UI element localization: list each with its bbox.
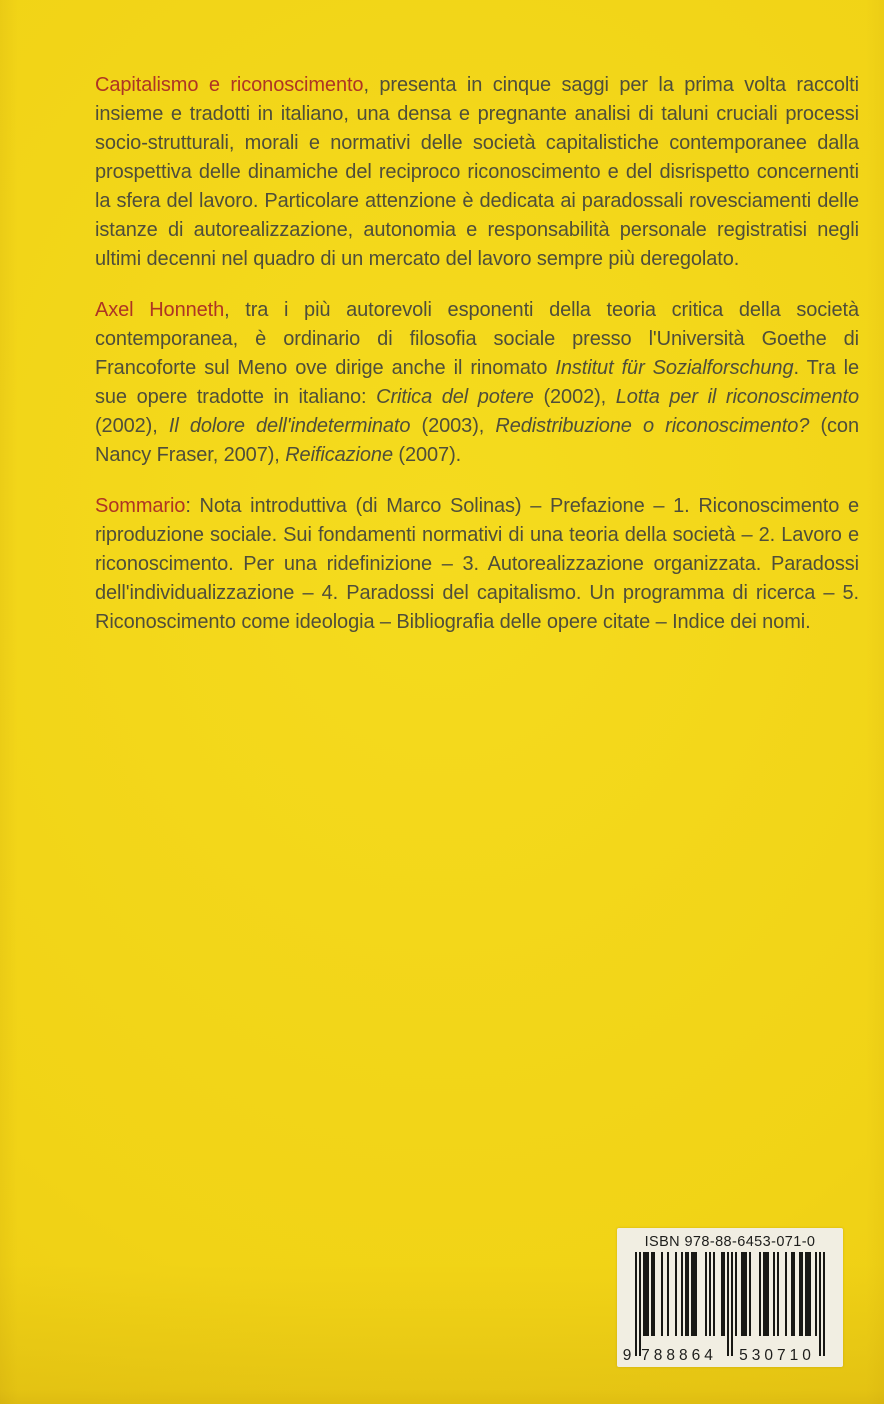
author-bio-paragraph — [95, 296, 859, 470]
text-segment-lead: Axel Honneth — [95, 299, 225, 321]
text-segment-lead: Sommario — [95, 495, 186, 517]
cover-text-block — [95, 71, 859, 659]
text-segment-normal: (2002), — [95, 415, 169, 437]
text-segment-lead: Capitalismo e riconoscimento — [95, 74, 364, 96]
sommario-paragraph — [95, 492, 859, 637]
text-segment-italic: Lotta per il riconoscimento — [615, 386, 860, 408]
text-segment-italic: Reificazione — [285, 444, 393, 466]
text-segment-italic: Institut für Sozialforschung — [555, 357, 794, 379]
barcode-digit-group-2: 530710 — [739, 1347, 815, 1364]
text-segment-italic: Il dolore dell'indeterminato — [168, 415, 411, 437]
ean13-barcode — [635, 1252, 825, 1356]
barcode-digit-group-1: 788864 — [641, 1347, 717, 1364]
text-segment-normal: (2007). — [392, 444, 462, 466]
text-segment-italic: Critica del potere — [376, 386, 534, 408]
barcode-bar — [823, 1252, 825, 1356]
text-segment-normal: , presenta in cinque saggi per la prima volta raccolti insieme e tradotti in italiano, una densa e pregnante analisi di taluni cruciali processi socio-strutturali, morali e normativi delle società capitalistiche contemporanee dalla prospettiva delle dinamiche del reciproco riconoscimento e del disrispetto concernenti la sfera del lavoro. Particolare attenzione è dedicata ai paradossali rovesciamenti delle istanze di autorealizzazione, autonomia e responsabilità personale registratisi negli ultimi decenni nel quadro di un mercato del lavoro sempre più deregolato. — [95, 74, 859, 270]
barcode-digits — [619, 1347, 843, 1365]
isbn-barcode-box — [617, 1228, 843, 1367]
text-segment-normal: (2002), — [533, 386, 616, 408]
synopsis-paragraph — [95, 71, 859, 274]
isbn-label: ISBN 978-88-6453-071-0 — [644, 1234, 816, 1250]
barcode-digit-first: 9 — [622, 1347, 632, 1364]
text-segment-normal: : Nota introduttiva (di Marco Solinas) – Prefazione – 1. Riconoscimento e riproduzione sociale. Sui fondamenti normativi di una teoria della società – 2. Lavoro e riconoscimento. Per una ridefinizione – 3. Autorealizzazione organizzata. Paradossi dell'individualizzazione – 4. Paradossi del capitalismo. Un programma di ricerca – 5. Riconoscimento come ideologia – Bibliografia delle opere citate – Indice dei nomi. — [95, 495, 859, 633]
text-segment-normal: , tra i più autorevoli esponenti della teoria critica della società contemporanea, è ordinario di filosofia sociale presso l'Università Goethe di Francoforte sul Meno ove dirige anche il rinomato — [95, 299, 859, 379]
text-segment-normal: (con Nancy Fraser, 2007), — [95, 415, 859, 466]
text-segment-normal: . Tra le sue opere tradotte in italiano: — [95, 357, 860, 408]
text-segment-normal: (2003), — [410, 415, 496, 437]
text-segment-italic: Redistribuzione o riconoscimento? — [495, 415, 810, 437]
